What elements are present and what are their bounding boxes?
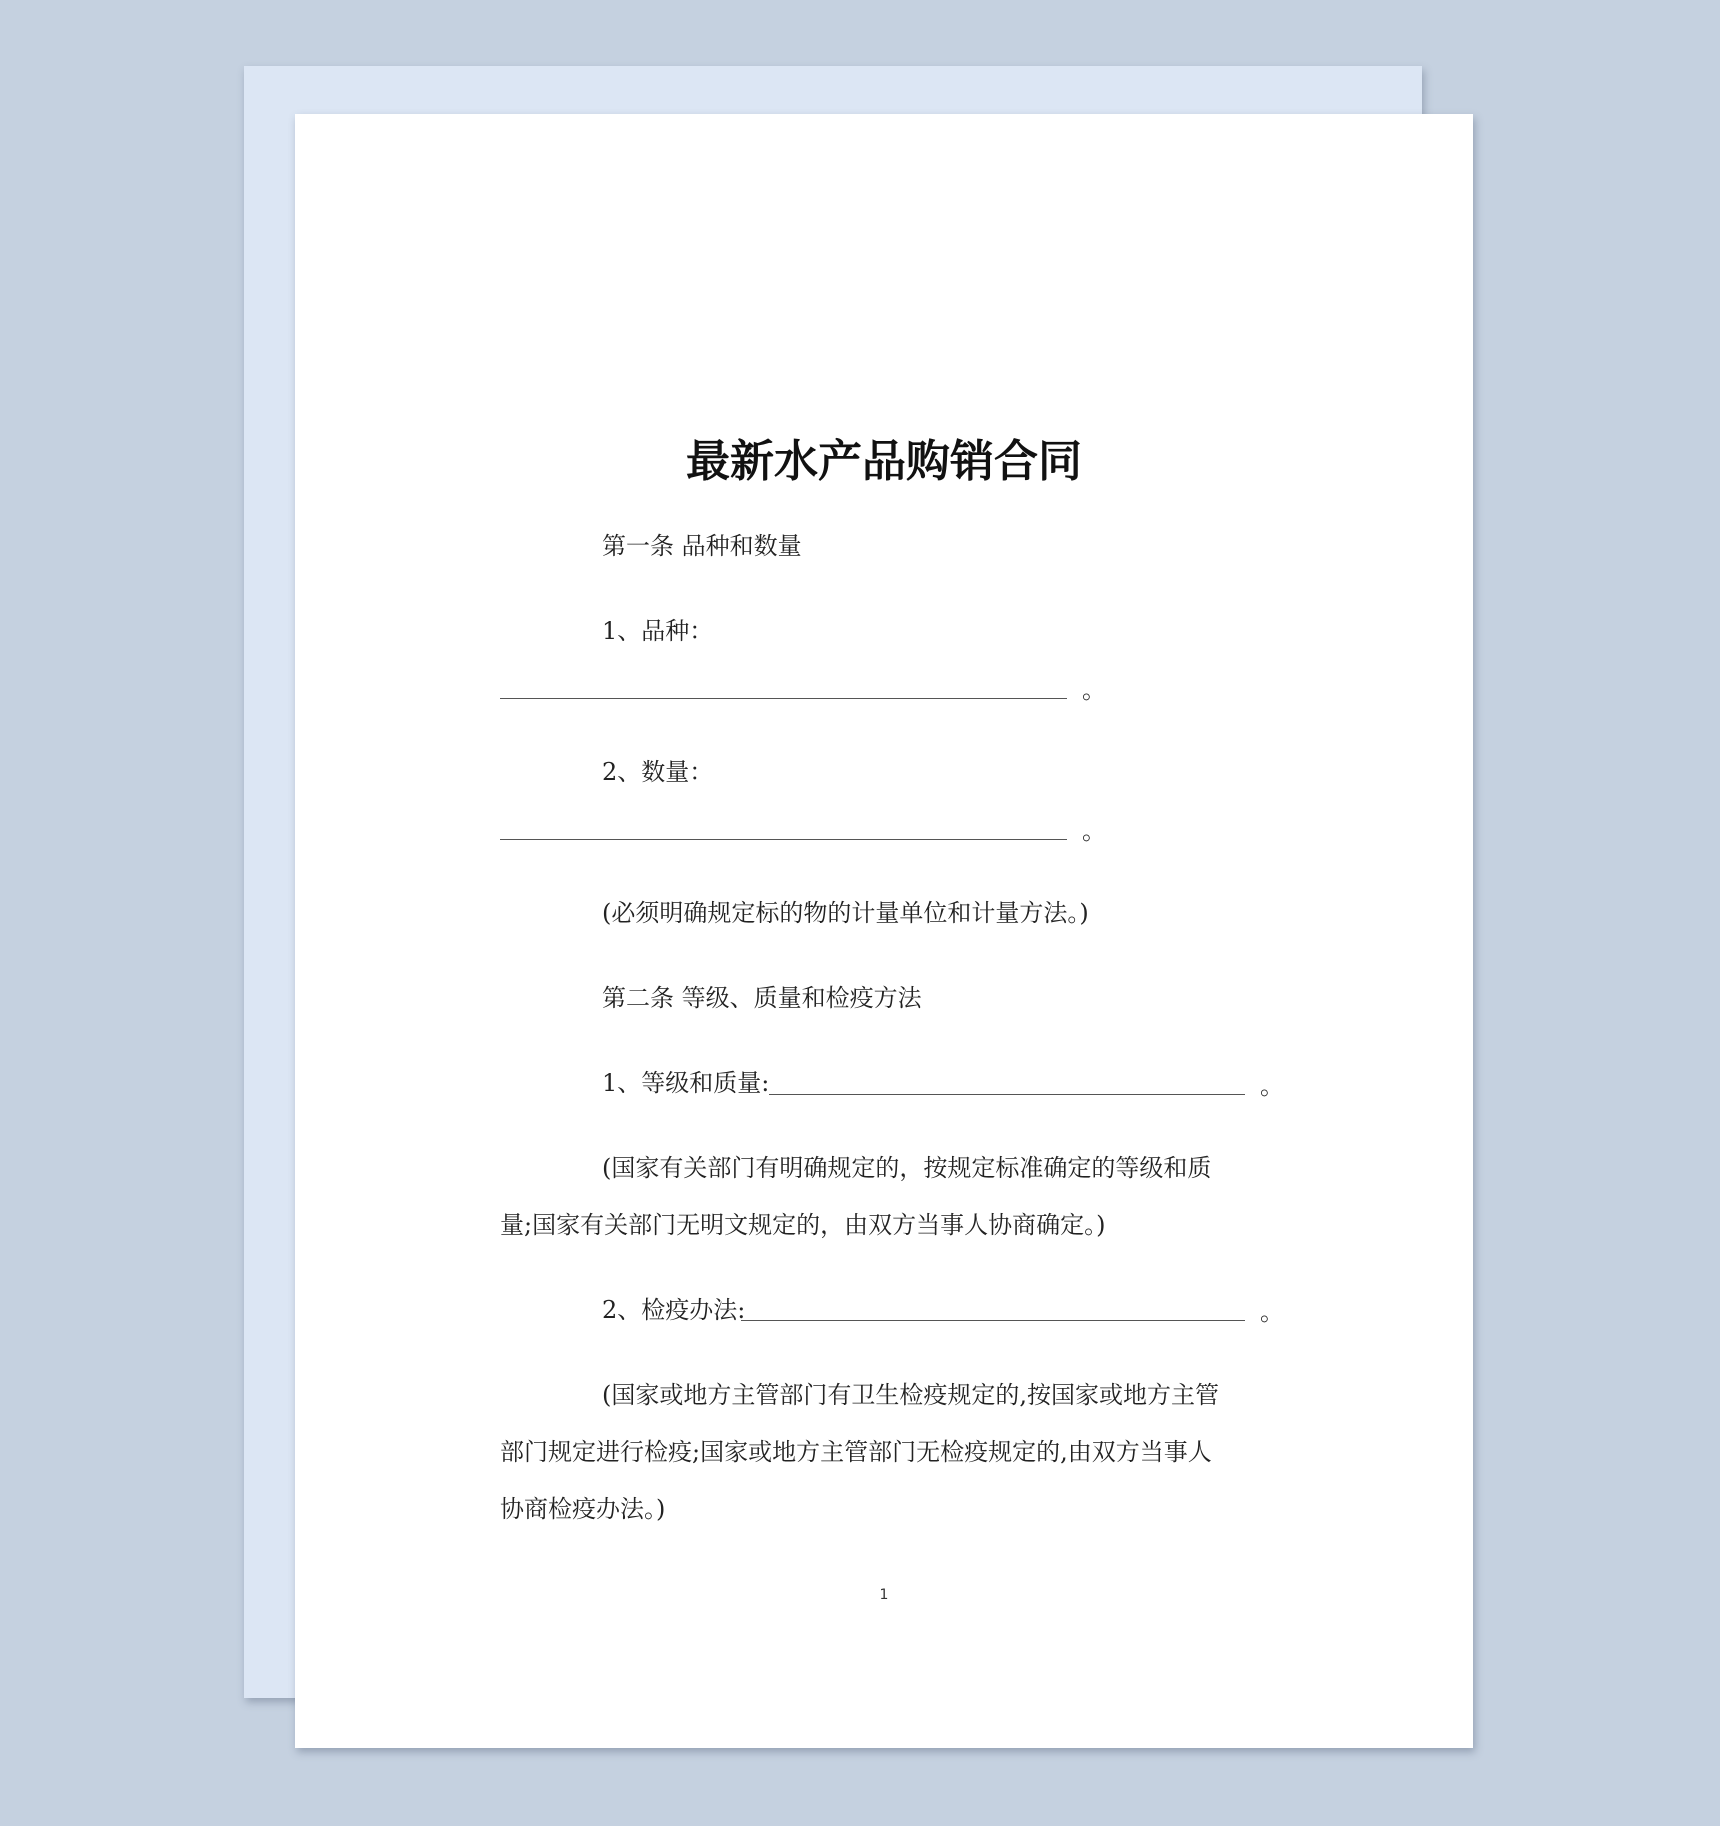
page-number: 1 [879, 1587, 889, 1603]
article1-note: (必须明确规定标的物的计量单位和计量方法。) [602, 899, 1089, 927]
article1-item1-blank [500, 698, 1067, 699]
article1-item1-period: 。 [1082, 676, 1106, 704]
article1-item1-label: 1、品种： [602, 617, 714, 645]
article1-heading: 第一条 品种和数量 [602, 532, 802, 560]
article2-item1-label: 1、等级和质量: [602, 1069, 770, 1097]
article2-item1-blank [769, 1094, 1245, 1095]
article2-note-line2: 量;国家有关部门无明文规定的，由双方当事人协商确定。) [500, 1211, 1106, 1239]
document-title: 最新水产品购销合同 [686, 436, 1082, 487]
article2-note2-line1: (国家或地方主管部门有卫生检疫规定的,按国家或地方主管 [602, 1381, 1219, 1409]
article2-note2-line3: 协商检疫办法。) [500, 1495, 666, 1523]
article2-note-line1: (国家有关部门有明确规定的，按规定标准确定的等级和质 [602, 1154, 1212, 1182]
article2-item2-period: 。 [1260, 1298, 1284, 1326]
article2-note2-line2: 部门规定进行检疫;国家或地方主管部门无检疫规定的,由双方当事人 [500, 1438, 1212, 1466]
document-page [295, 114, 1473, 1748]
article2-item2-blank [741, 1320, 1245, 1321]
article2-heading: 第二条 等级、质量和检疫方法 [602, 984, 922, 1012]
article1-item2-blank [500, 839, 1067, 840]
article2-item1-period: 。 [1260, 1072, 1284, 1100]
article1-item2-period: 。 [1082, 817, 1106, 845]
article1-item2-label: 2、数量： [602, 758, 714, 786]
article2-item2-label: 2、检疫办法: [602, 1296, 746, 1324]
